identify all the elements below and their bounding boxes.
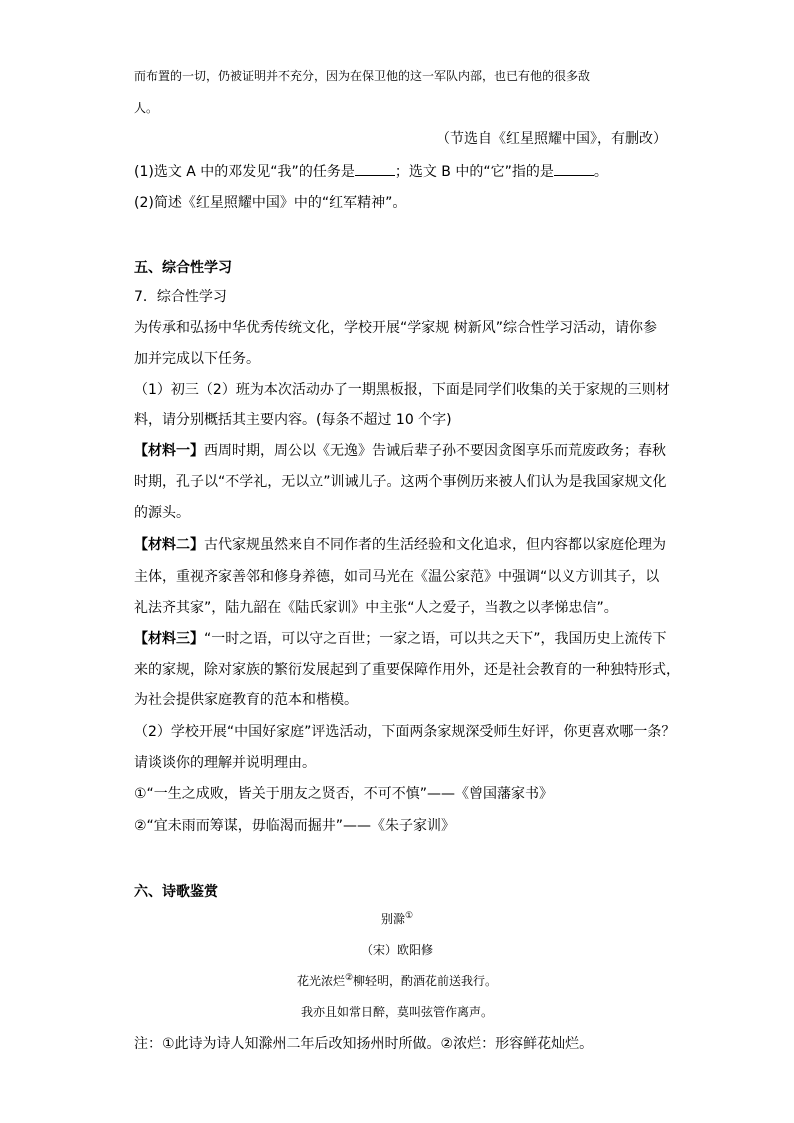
task-2-line: 请谈谈你的理解并说明理由。 — [134, 755, 316, 771]
answer-blank-1[interactable] — [355, 161, 395, 176]
question-2: (2)简述《红星照耀中国》中的“红军精神”。 — [134, 195, 407, 211]
poem-notes: 注：①此诗为诗人知滁州二年后改知扬州时所做。②浓烂：形容鲜花灿烂。 — [134, 1036, 594, 1052]
poem-line-1-note-mark: ② — [344, 973, 354, 983]
intro-line: 为传承和弘扬中华优秀传统文化，学校开展“学家规 树新风”综合性学习活动，请你参 — [134, 320, 657, 336]
family-rule-1: ①“一生之成败，皆关于朋友之贤否，不可不慎”——《曾国藩家书》 — [134, 786, 554, 802]
material-1-text: 西周时期，周公以《无逸》告诫后辈子孙不要因贪图享乐而荒废政务；春秋 — [204, 443, 666, 459]
poem-line-1-a: 花光浓烂 — [296, 974, 345, 988]
section-6-title: 六、诗歌鉴赏 — [134, 884, 218, 900]
material-1-line: 的源头。 — [134, 505, 190, 521]
intro-line: 加并完成以下任务。 — [134, 351, 260, 367]
section-5-title: 五、综合性学习 — [134, 260, 232, 276]
question-1-text-c: 。 — [593, 164, 608, 180]
material-3-line: 来的家规，除对家族的繁衍发展起到了重要保障作用外，还是社会教育的一种独特形式， — [134, 662, 680, 678]
material-3-line — [134, 629, 667, 649]
task-1-line: （1）初三（2）班为本次活动办了一期黑板报，下面是同学们收集的关于家规的三则材 — [134, 382, 670, 398]
material-3-label: 【材料三】 — [134, 631, 204, 647]
poem-title-text: 别滁 — [380, 912, 405, 926]
poem-title — [0, 909, 794, 929]
material-1-label: 【材料一】 — [134, 443, 204, 459]
question-1-text-b: ；选文 B 中的“它”指的是 — [394, 164, 554, 180]
material-3-line: 为社会提供家庭教育的范本和楷模。 — [134, 692, 358, 708]
poem-line-2: 我亦且如常日醉，莫叫弦管作离声。 — [300, 1005, 493, 1019]
answer-blank-2[interactable] — [554, 161, 594, 176]
task-1-line: 料，请分别概括其主要内容。(每条不超过 10 个字) — [134, 412, 452, 428]
passage-line: 而布置的一切，仍被证明并不充分，因为在保卫他的这一军队内部，也已有他的很多敌 — [134, 69, 591, 83]
poem-author: （宋）欧阳修 — [360, 943, 433, 957]
passage-line: 人。 — [134, 101, 159, 115]
poem-title-note-mark: ① — [404, 911, 414, 921]
question-1 — [134, 161, 608, 182]
material-2-line: 礼法齐其家”，陆九韶在《陆氏家训》中主张“人之爱子，当教之以孝悌忠信”。 — [134, 600, 618, 616]
material-1-line: 时期，孔子以“不学礼，无以立”训诫儿子。这两个事例历来被人们认为是我国家规文化 — [134, 474, 667, 490]
material-2-text: 古代家规虽然来自不同作者的生活经验和文化追求，但内容都以家庭伦理为 — [204, 537, 666, 553]
material-3-text: “一时之语，可以守之百世；一家之语，可以共之天下”，我国历史上流传下 — [204, 631, 667, 647]
task-2-line: （2）学校开展“中国好家庭”评选活动，下面两条家规深受师生好评，你更喜欢哪一条？ — [134, 724, 676, 740]
material-2-line: 主体，重视齐家善邻和修身养德，如司马光在《温公家范》中强调“以义方训其子，以 — [134, 569, 660, 585]
passage-source: （节选自《红星照耀中国》，有删改） — [436, 131, 667, 147]
poem-line-1 — [0, 971, 794, 991]
question-7-number: 7．综合性学习 — [134, 289, 227, 305]
question-1-text-a: (1)选文 A 中的邓发见“我”的任务是 — [134, 164, 355, 180]
poem-line-1-b: 柳轻明，酌酒花前送我行。 — [353, 974, 498, 988]
family-rule-2: ②“宜未雨而筹谋，毋临渴而掘井”——《朱子家训》 — [134, 818, 456, 834]
material-1-line — [134, 441, 666, 461]
material-2-label: 【材料二】 — [134, 537, 204, 553]
material-2-line — [134, 535, 666, 555]
